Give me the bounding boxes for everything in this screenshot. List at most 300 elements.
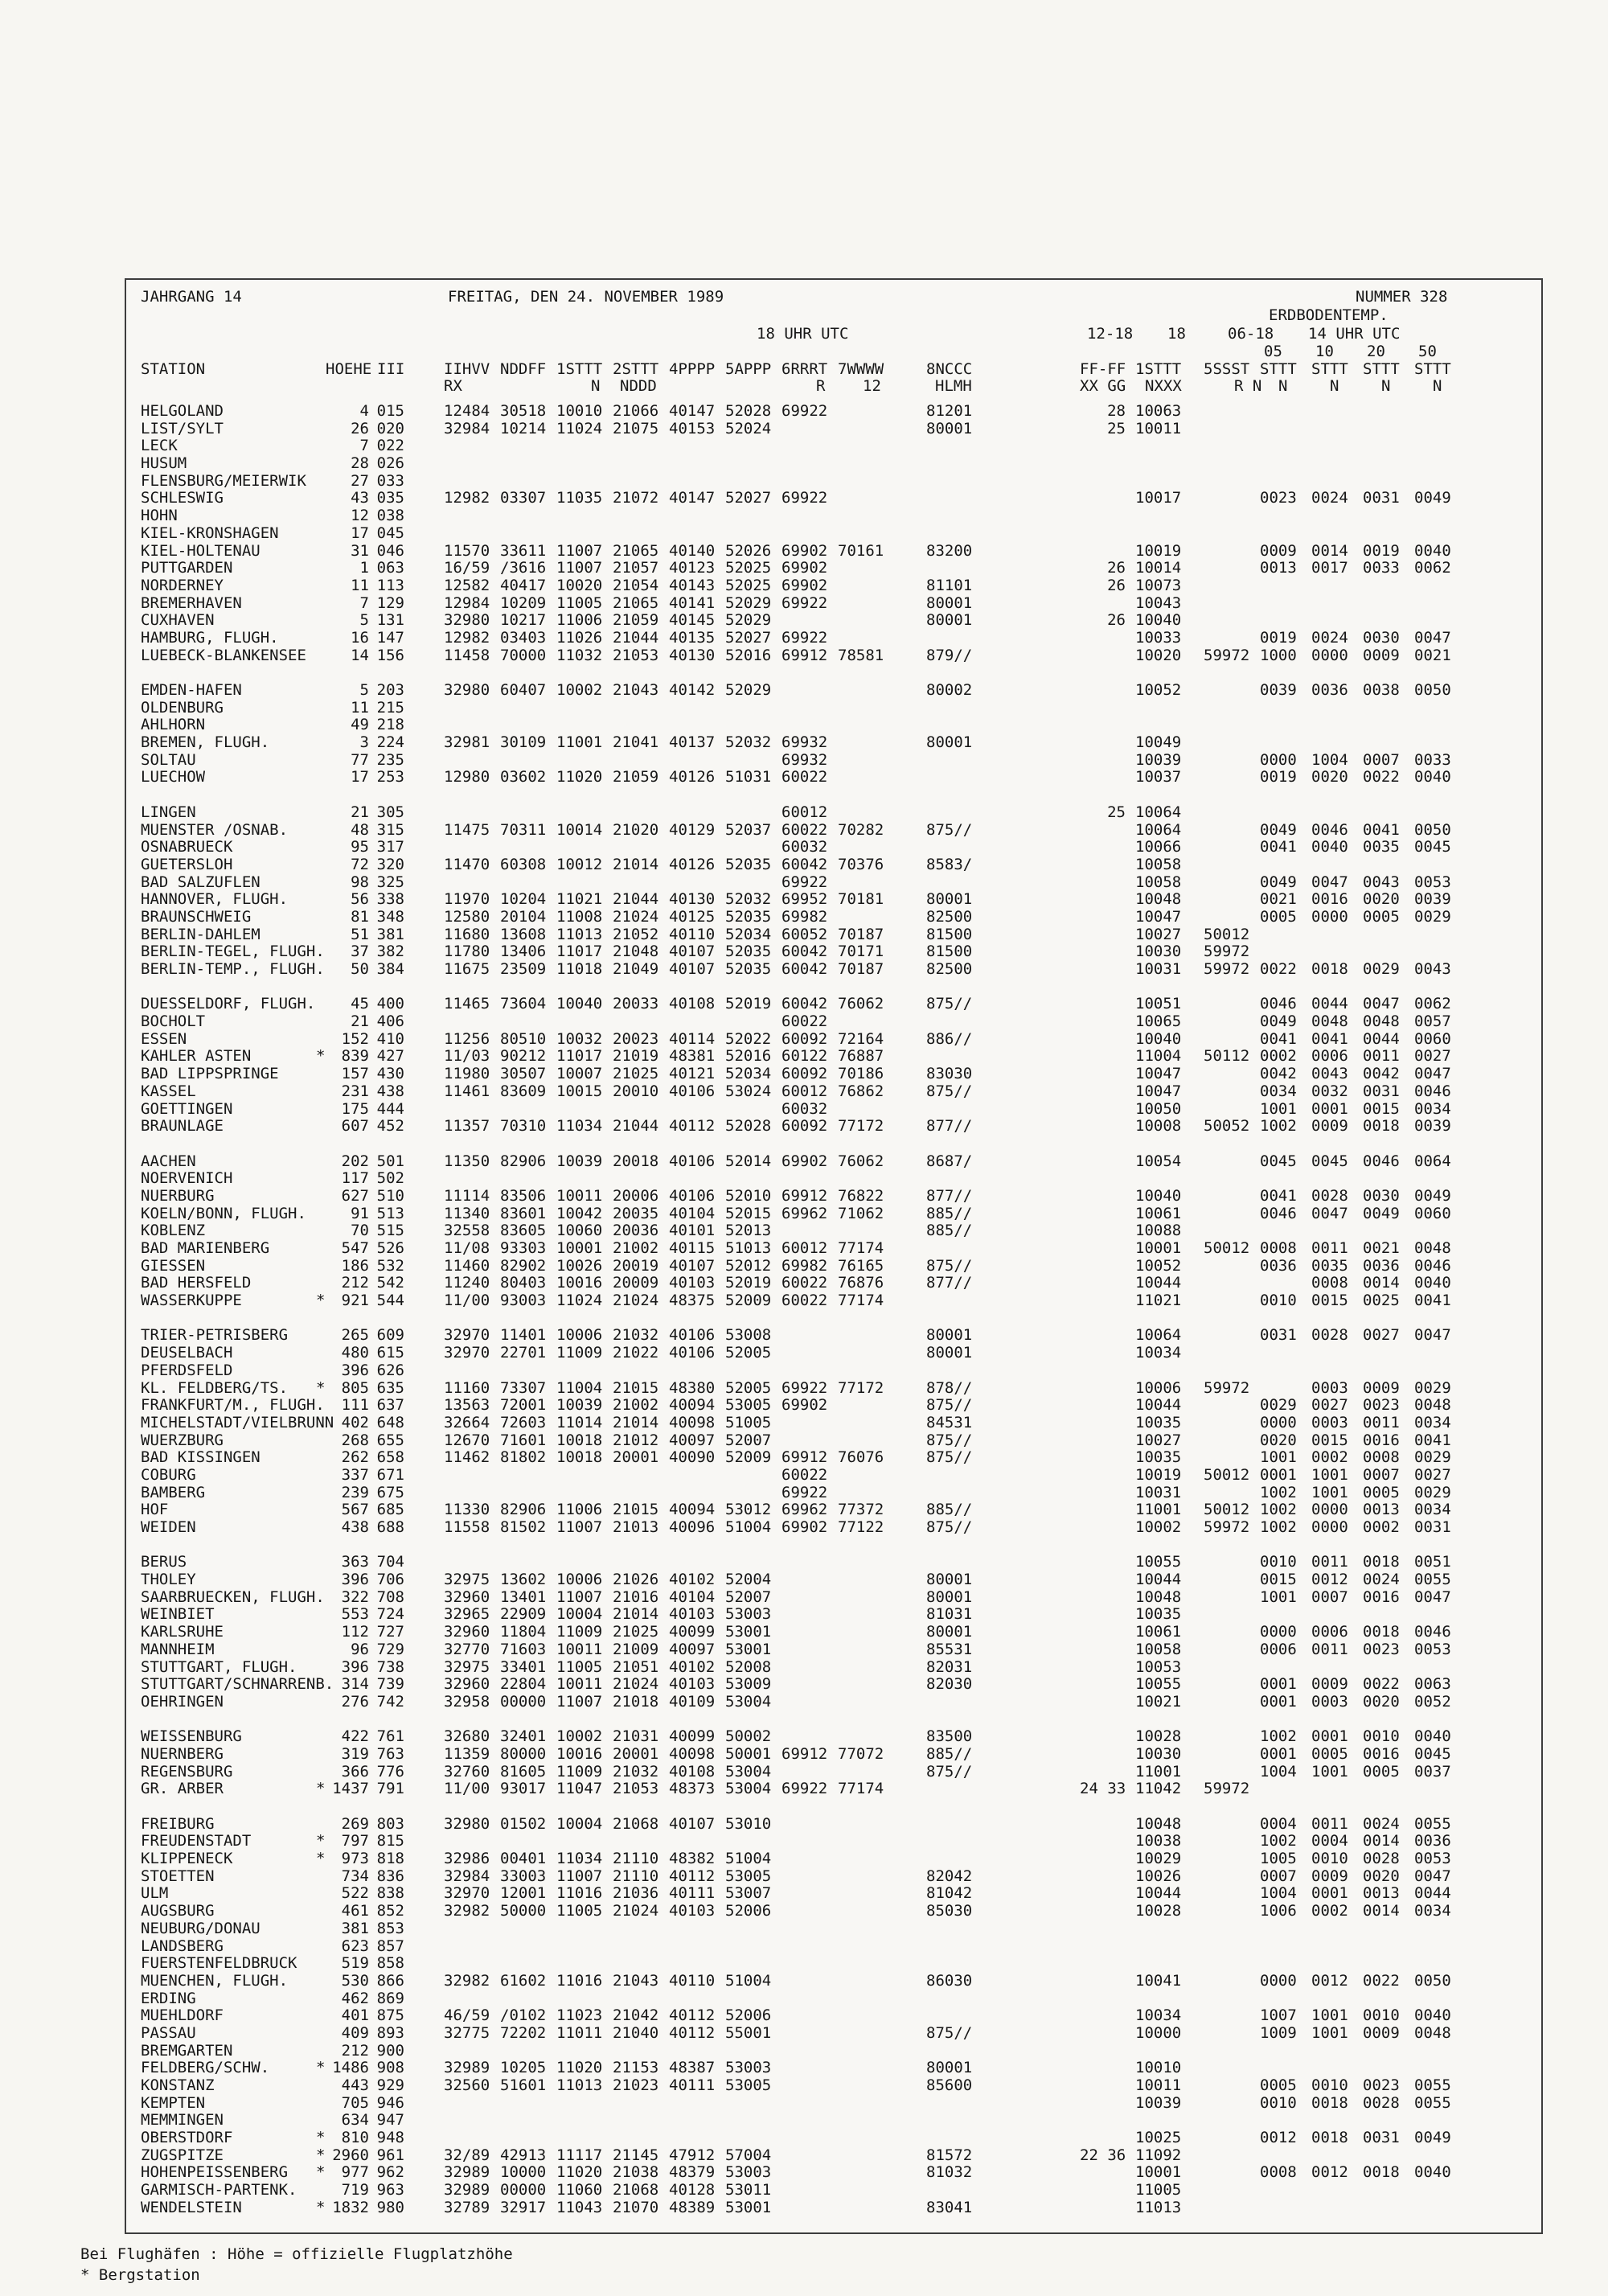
synop-iihvv: 11/00 (444, 1292, 490, 1310)
subcol-nddd: NDDD (620, 377, 657, 395)
synop-4pppp: 40103 (669, 1902, 716, 1920)
synop-5appp: 52035 (725, 960, 772, 978)
1sttt-nxxx: 10066 (1135, 838, 1182, 856)
station-number: 980 (376, 2198, 404, 2216)
synop-7wwww: 78581 (838, 646, 884, 664)
soil-temp-20: 0042 (1363, 1065, 1400, 1083)
5ssst: 59972 (1204, 943, 1250, 961)
1sttt-nxxx: 10044 (1135, 1396, 1182, 1415)
synop-nddff: /3616 (500, 559, 547, 577)
soil-temp-10: 0012 (1311, 1571, 1348, 1589)
synop-5appp: 53010 (725, 1814, 772, 1833)
soil-temp-50: 0048 (1414, 1396, 1451, 1415)
station-row (126, 1780, 1541, 1797)
station-name: BAMBERG (141, 1483, 206, 1501)
station-row (126, 1588, 1541, 1606)
synop-1sttt: 10026 (556, 1256, 603, 1275)
station-number: 675 (376, 1483, 404, 1501)
station-number: 908 (376, 2059, 404, 2077)
synop-1sttt: 11047 (556, 1780, 603, 1798)
1sttt-nxxx: 10040 (1135, 1029, 1182, 1048)
synop-4pppp: 40129 (669, 820, 716, 839)
soil-temp-10: 0035 (1311, 1256, 1348, 1275)
synop-1sttt: 11117 (556, 2146, 603, 2164)
synop-2sttt: 21016 (613, 1587, 659, 1606)
1sttt-nxxx: 10047 (1135, 1082, 1182, 1100)
synop-nddff: 13608 (500, 925, 547, 943)
group-separator (126, 1797, 1541, 1815)
synop-5appp: 52024 (725, 419, 772, 437)
soil-temp-10: 0003 (1311, 1378, 1348, 1397)
synop-8nccc: 875// (926, 1396, 973, 1415)
station-number: 869 (376, 1989, 404, 2007)
synop-iihvv: 11970 (444, 890, 490, 909)
station-table-body (126, 402, 1541, 2216)
synop-5appp: 50001 (725, 1744, 772, 1763)
gust-xxgg: 25 (1107, 419, 1126, 437)
synop-5appp: 52010 (725, 1186, 772, 1205)
synop-1sttt: 11024 (556, 1292, 603, 1310)
soil-temp-20: 0010 (1363, 1727, 1400, 1746)
station-name: DEUSELBACH (141, 1344, 233, 1362)
soil-temp-05: 0031 (1260, 1326, 1297, 1345)
synop-1sttt: 10060 (556, 1222, 603, 1240)
station-number: 026 (376, 454, 404, 473)
synop-8nccc: 81500 (926, 925, 973, 943)
station-name: KARLSRUHE (141, 1623, 224, 1641)
synop-iihvv: 46/59 (444, 2006, 490, 2025)
station-number: 866 (376, 1971, 404, 1990)
soil-temp-50: 0047 (1414, 1326, 1451, 1345)
synop-8nccc: 885// (926, 1501, 973, 1519)
synop-nddff: 13602 (500, 1571, 547, 1589)
1sttt-nxxx: 10055 (1135, 1675, 1182, 1694)
synop-nddff: /0102 (500, 2006, 547, 2025)
5ssst: 59972 (1204, 960, 1250, 978)
synop-4pppp: 40153 (669, 419, 716, 437)
station-name: MANNHEIM (141, 1640, 215, 1658)
station-row (126, 1867, 1541, 1885)
synop-2sttt: 20010 (613, 1082, 659, 1100)
synop-5appp: 52007 (725, 1431, 772, 1449)
station-height: 12 (351, 507, 369, 525)
station-name: NOERVENICH (141, 1169, 233, 1188)
soil-temp-50: 0039 (1414, 1117, 1451, 1136)
station-row (126, 768, 1541, 786)
soil-temp-50: 0046 (1414, 1082, 1451, 1100)
station-height: 422 (341, 1727, 369, 1746)
soil-temp-10: 0015 (1311, 1292, 1348, 1310)
soil-temp-20: 0007 (1363, 1465, 1400, 1484)
synop-nddff: 81605 (500, 1762, 547, 1781)
soil-temp-05: 0015 (1260, 1571, 1297, 1589)
synop-1sttt: 10010 (556, 402, 603, 420)
soil-temp-50: 0044 (1414, 1884, 1451, 1903)
synop-4pppp: 47912 (669, 2146, 716, 2164)
synop-iihvv: 32960 (444, 1587, 490, 1606)
synop-5appp: 53005 (725, 2076, 772, 2094)
synop-4pppp: 40112 (669, 1867, 716, 1885)
station-number: 852 (376, 1902, 404, 1920)
station-name: COBURG (141, 1465, 196, 1484)
synop-6rrrt: 69922 (781, 1780, 828, 1798)
1sttt-nxxx: 10006 (1135, 1378, 1182, 1397)
synop-2sttt: 21043 (613, 1971, 659, 1990)
synop-nddff: 82906 (500, 1152, 547, 1170)
station-name: GUETERSLOH (141, 855, 233, 873)
soil-temp-20: 0046 (1363, 1152, 1400, 1170)
1sttt-nxxx: 10021 (1135, 1692, 1182, 1711)
synop-nddff: 30109 (500, 733, 547, 752)
station-row (126, 926, 1541, 943)
station-number: 015 (376, 402, 404, 420)
synop-iihvv: 32984 (444, 1867, 490, 1885)
synop-5appp: 55001 (725, 2023, 772, 2042)
1sttt-nxxx: 10064 (1135, 820, 1182, 839)
soil-temp-20: 0043 (1363, 873, 1400, 891)
synop-iihvv: 32770 (444, 1640, 490, 1658)
soil-temp-20: 0024 (1363, 1571, 1400, 1589)
soil-temp-20: 0030 (1363, 1186, 1400, 1205)
station-height: 81 (351, 907, 369, 926)
soil-temp-50: 0053 (1414, 1640, 1451, 1658)
soil-temp-20: 0031 (1363, 2129, 1400, 2147)
soil-temp-50: 0050 (1414, 820, 1451, 839)
station-name: BERUS (141, 1553, 187, 1571)
synop-1sttt: 10018 (556, 1448, 603, 1467)
synop-iihvv: 11/08 (444, 1239, 490, 1257)
station-row (126, 1571, 1541, 1588)
synop-8nccc: 82500 (926, 907, 973, 926)
synop-6rrrt: 69922 (781, 628, 828, 647)
station-height: 839 (341, 1047, 369, 1066)
synop-iihvv: 32984 (444, 419, 490, 437)
synop-8nccc: 80001 (926, 733, 973, 752)
station-name: STUTTGART, FLUGH. (141, 1657, 297, 1676)
station-name: ULM (141, 1884, 169, 1903)
synop-5appp: 52009 (725, 1448, 772, 1467)
synop-5appp: 53003 (725, 1605, 772, 1624)
synop-nddff: 72603 (500, 1413, 547, 1431)
station-name: WASSERKUPPE (141, 1292, 242, 1310)
synop-2sttt: 21024 (613, 1292, 659, 1310)
synop-8nccc: 875// (926, 1431, 973, 1449)
station-row (126, 1274, 1541, 1292)
synop-8nccc: 879// (926, 646, 973, 664)
synop-8nccc: 83200 (926, 541, 973, 560)
synop-1sttt: 10011 (556, 1675, 603, 1694)
synop-1sttt: 11023 (556, 2006, 603, 2025)
synop-4pppp: 40126 (669, 768, 716, 787)
synop-iihvv: 11675 (444, 960, 490, 978)
synop-2sttt: 21042 (613, 2006, 659, 2025)
synop-1sttt: 11017 (556, 943, 603, 961)
soil-temp-10: 1001 (1311, 2023, 1348, 2042)
station-number: 655 (376, 1431, 404, 1449)
1sttt-nxxx: 10000 (1135, 2023, 1182, 2042)
time-14-utc-label: 14 UHR UTC (1308, 325, 1401, 343)
soil-temp-05: 0000 (1260, 1971, 1297, 1990)
station-name: WUERZBURG (141, 1431, 224, 1449)
soil-temp-10: 0012 (1311, 2163, 1348, 2182)
synop-2sttt: 21038 (613, 2163, 659, 2182)
synop-4pppp: 40094 (669, 1396, 716, 1415)
synop-4pppp: 40128 (669, 2181, 716, 2199)
synop-2sttt: 21031 (613, 1727, 659, 1746)
station-height: 17 (351, 524, 369, 542)
synop-6rrrt: 60022 (781, 1465, 828, 1484)
synop-4pppp: 40135 (669, 628, 716, 647)
station-name: LANDSBERG (141, 1937, 224, 1955)
col-sttt-20: STTT (1363, 360, 1400, 378)
synop-nddff: 30507 (500, 1065, 547, 1083)
station-row (126, 542, 1541, 560)
1sttt-nxxx: 10001 (1135, 2163, 1182, 2182)
synop-5appp: 53005 (725, 1867, 772, 1885)
1sttt-nxxx: 10017 (1135, 489, 1182, 507)
station-row (126, 1902, 1541, 1920)
station-row (126, 1605, 1541, 1623)
station-height: 14 (351, 646, 369, 664)
synop-6rrrt: 60122 (781, 1047, 828, 1066)
soil-temp-10: 0046 (1311, 820, 1348, 839)
synop-iihvv: 32/89 (444, 2146, 490, 2164)
station-name: LUEBECK-BLANKENSEE (141, 646, 306, 664)
subcol-xxgg: XX GG (1080, 377, 1126, 395)
soil-temperature-label: ERDBODENTEMP. (1269, 306, 1389, 324)
soil-temp-05: 0049 (1260, 873, 1297, 891)
soil-temp-10: 0001 (1311, 1884, 1348, 1903)
synop-iihvv: 11330 (444, 1501, 490, 1519)
soil-temp-50: 0062 (1414, 559, 1451, 577)
synop-iihvv: 12670 (444, 1431, 490, 1449)
1sttt-nxxx: 10027 (1135, 1431, 1182, 1449)
1sttt-nxxx: 10053 (1135, 1657, 1182, 1676)
synop-5appp: 53005 (725, 1396, 772, 1415)
soil-temp-10: 0045 (1311, 1152, 1348, 1170)
soil-temp-05: 0041 (1260, 838, 1297, 856)
station-row (126, 1763, 1541, 1781)
synop-2sttt: 21059 (613, 768, 659, 787)
synop-1sttt: 11043 (556, 2198, 603, 2216)
soil-temp-10: 0032 (1311, 1082, 1348, 1100)
station-name: KL. FELDBERG/TS. (141, 1378, 289, 1397)
station-height: 70 (351, 1222, 369, 1240)
synop-4pppp: 40111 (669, 1884, 716, 1903)
bergstation-marker: * (316, 2198, 326, 2216)
synop-4pppp: 48373 (669, 1780, 716, 1798)
soil-temp-10: 0011 (1311, 1814, 1348, 1833)
synop-7wwww: 76876 (838, 1274, 884, 1292)
station-height: 1437 (332, 1780, 369, 1798)
station-name: WEINBIET (141, 1605, 215, 1624)
station-row (126, 437, 1541, 454)
soil-temp-05: 1007 (1260, 2006, 1297, 2025)
station-number: 035 (376, 489, 404, 507)
gust-xxgg: 26 (1107, 576, 1126, 594)
synop-1sttt: 11007 (556, 1867, 603, 1885)
station-number: 215 (376, 698, 404, 717)
soil-temp-50: 0036 (1414, 1832, 1451, 1850)
station-height: 719 (341, 2181, 369, 2199)
station-number: 348 (376, 907, 404, 926)
station-number: 444 (376, 1099, 404, 1118)
synop-6rrrt: 69902 (781, 1396, 828, 1415)
soil-temp-50: 0040 (1414, 768, 1451, 787)
synop-nddff: 51601 (500, 2076, 547, 2094)
station-number: 147 (376, 628, 404, 647)
1sttt-nxxx: 10011 (1135, 2076, 1182, 2094)
synop-2sttt: 21023 (613, 2076, 659, 2094)
station-row (126, 995, 1541, 1012)
col-5appp: 5APPP (725, 360, 772, 378)
soil-temp-10: 0000 (1311, 907, 1348, 926)
station-row (126, 2024, 1541, 2042)
soil-temp-50: 0051 (1414, 1553, 1451, 1571)
synop-6rrrt: 69902 (781, 576, 828, 594)
synop-5appp: 53004 (725, 1762, 772, 1781)
station-number: 742 (376, 1692, 404, 1711)
synop-nddff: 83605 (500, 1222, 547, 1240)
synop-2sttt: 20023 (613, 1029, 659, 1048)
station-number: 961 (376, 2146, 404, 2164)
synop-5appp: 52006 (725, 2006, 772, 2025)
station-number: 838 (376, 1884, 404, 1903)
synop-nddff: 33401 (500, 1657, 547, 1676)
synop-4pppp: 40094 (669, 1501, 716, 1519)
synop-1sttt: 11020 (556, 2059, 603, 2077)
col-2sttt: 2STTT (613, 360, 659, 378)
synop-nddff: 50000 (500, 1902, 547, 1920)
station-row (126, 1972, 1541, 1990)
synop-4pppp: 40097 (669, 1431, 716, 1449)
synop-4pppp: 40112 (669, 1117, 716, 1136)
synop-7wwww: 77174 (838, 1292, 884, 1310)
synop-5appp: 52013 (725, 1222, 772, 1240)
synop-6rrrt: 60032 (781, 1099, 828, 1118)
station-row (126, 1257, 1541, 1275)
station-name: MUENSTER /OSNAB. (141, 820, 289, 839)
soil-temp-05: 0039 (1260, 681, 1297, 699)
synop-iihvv: 32760 (444, 1762, 490, 1781)
synop-7wwww: 77174 (838, 1239, 884, 1257)
station-number: 704 (376, 1553, 404, 1571)
issue-number-label: NUMMER 328 (1356, 288, 1448, 306)
station-name: LUECHOW (141, 768, 206, 787)
soil-temp-20: 0005 (1363, 1483, 1400, 1501)
soil-temp-05: 0004 (1260, 1814, 1297, 1833)
synop-iihvv: 32982 (444, 1971, 490, 1990)
subcol-rx: RX (444, 377, 462, 395)
station-row (126, 647, 1541, 664)
group-separator (126, 1309, 1541, 1327)
station-height: 31 (351, 541, 369, 560)
station-height: 202 (341, 1152, 369, 1170)
synop-6rrrt: 69932 (781, 733, 828, 752)
synop-1sttt: 11034 (556, 1850, 603, 1868)
station-number: 317 (376, 838, 404, 856)
synop-2sttt: 21054 (613, 576, 659, 594)
soil-temp-50: 0034 (1414, 1413, 1451, 1431)
synop-1sttt: 11007 (556, 1692, 603, 1711)
synop-2sttt: 21002 (613, 1239, 659, 1257)
1sttt-nxxx: 10044 (1135, 1884, 1182, 1903)
synop-7wwww: 76062 (838, 1152, 884, 1170)
synop-2sttt: 21024 (613, 907, 659, 926)
soil-temp-50: 0053 (1414, 1850, 1451, 1868)
synop-6rrrt: 69922 (781, 873, 828, 891)
gust-xxgg: 22 36 (1080, 2146, 1126, 2164)
synop-4pppp: 48387 (669, 2059, 716, 2077)
synop-iihvv: 32680 (444, 1727, 490, 1746)
subcol-nxxx: NXXX (1145, 377, 1182, 395)
soil-temp-20: 0015 (1363, 1099, 1400, 1118)
synop-nddff: 33003 (500, 1867, 547, 1885)
station-height: 212 (341, 2041, 369, 2060)
synop-4pppp: 40109 (669, 1692, 716, 1711)
station-number: 045 (376, 524, 404, 542)
soil-temp-50: 0027 (1414, 1047, 1451, 1066)
synop-7wwww: 70181 (838, 890, 884, 909)
soil-temp-50: 0039 (1414, 890, 1451, 909)
soil-temp-20: 0022 (1363, 1675, 1400, 1694)
station-number: 253 (376, 768, 404, 787)
soil-temp-10: 0028 (1311, 1326, 1348, 1345)
soil-temp-50: 0064 (1414, 1152, 1451, 1170)
station-height: 21 (351, 803, 369, 821)
synop-1sttt: 11005 (556, 594, 603, 612)
synop-6rrrt: 69922 (781, 1378, 828, 1397)
soil-temp-10: 0009 (1311, 1867, 1348, 1885)
station-row (126, 524, 1541, 542)
synop-1sttt: 10039 (556, 1396, 603, 1415)
soil-temp-20: 0036 (1363, 1256, 1400, 1275)
soil-temp-05: 0021 (1260, 890, 1297, 909)
1sttt-nxxx: 10047 (1135, 907, 1182, 926)
soil-temp-50: 0034 (1414, 1902, 1451, 1920)
station-height: 530 (341, 1971, 369, 1990)
synop-6rrrt: 60022 (781, 820, 828, 839)
soil-temp-05: 1004 (1260, 1762, 1297, 1781)
soil-temp-20: 0018 (1363, 1623, 1400, 1641)
soil-temp-20: 0047 (1363, 995, 1400, 1013)
synop-6rrrt: 69922 (781, 594, 828, 612)
station-row (126, 699, 1541, 717)
synop-2sttt: 21053 (613, 1780, 659, 1798)
station-height: 363 (341, 1553, 369, 1571)
station-name: BERLIN-TEGEL, FLUGH. (141, 943, 325, 961)
soil-temp-20: 0005 (1363, 1762, 1400, 1781)
synop-2sttt: 20018 (613, 1152, 659, 1170)
synop-6rrrt: 69922 (781, 402, 828, 420)
station-number: 400 (376, 995, 404, 1013)
soil-temp-10: 0036 (1311, 681, 1348, 699)
depth-50-label: 50 (1418, 343, 1437, 360)
station-row (126, 856, 1541, 873)
synop-1sttt: 11020 (556, 2163, 603, 2182)
soil-temp-10: 0001 (1311, 1727, 1348, 1746)
soil-temp-20: 0020 (1363, 890, 1400, 909)
station-number: 022 (376, 437, 404, 455)
station-height: 607 (341, 1117, 369, 1136)
station-number: 962 (376, 2163, 404, 2182)
1sttt-nxxx: 10033 (1135, 628, 1182, 647)
station-row (126, 1065, 1541, 1082)
station-name: KOELN/BONN, FLUGH. (141, 1204, 306, 1222)
synop-iihvv: 12984 (444, 594, 490, 612)
soil-temp-20: 0008 (1363, 1448, 1400, 1467)
soil-temp-10: 0009 (1311, 1675, 1348, 1694)
